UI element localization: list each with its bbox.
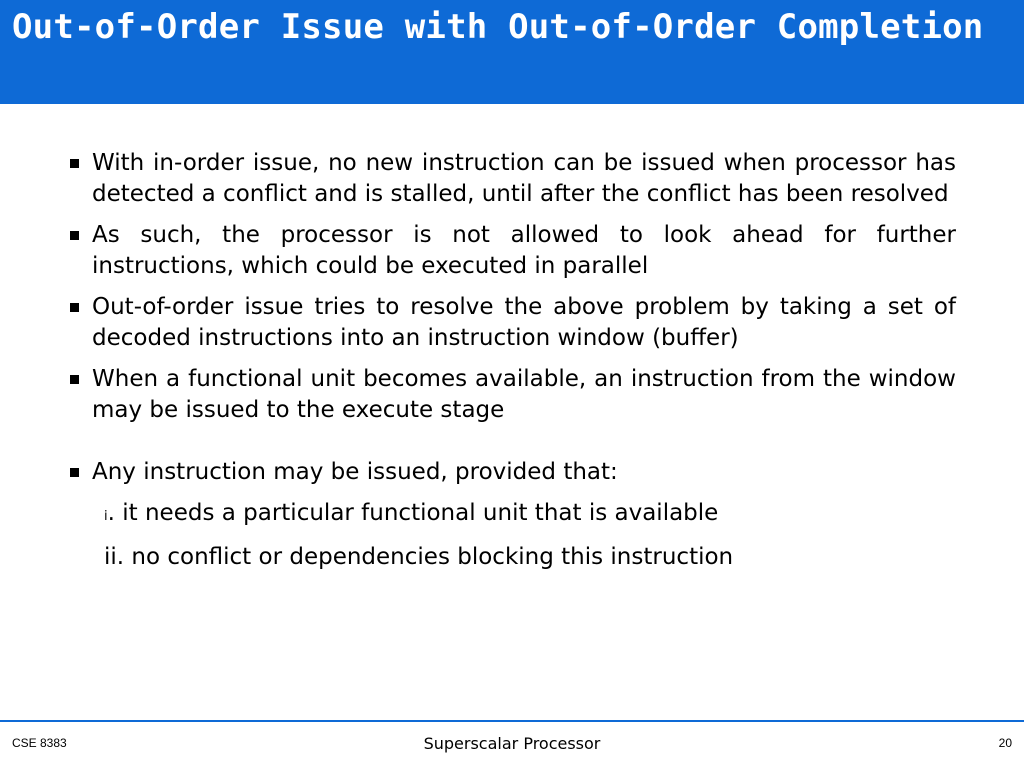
bullet-text: When a functional unit becomes available, an instruction from the window may be issued to the execute stage: [92, 366, 956, 423]
sub-list-item: [66, 498, 956, 532]
square-bullet-icon: [70, 375, 79, 384]
bullet-text: As such, the processor is not allowed to look ahead for further instructions, which could be executed in parallel: [92, 222, 956, 279]
bullet-item: [66, 220, 956, 282]
sub-item-text: . it needs a particular functional unit that is available: [107, 500, 719, 526]
bullet-text: Out-of-order issue tries to resolve the above problem by taking a set of decoded instructions into an instruction window (buffer): [92, 294, 956, 351]
bullet-text: With in-order issue, no new instruction can be issued when processor has detected a conflict and is stalled, until after the conflict has been resolved: [92, 150, 956, 207]
title-bar: [0, 0, 1024, 104]
bullet-item: [66, 292, 956, 354]
footer-topic: Superscalar Processor: [423, 734, 601, 753]
sub-item-text: . no conflict or dependencies blocking this instruction: [116, 544, 734, 570]
slide-title: Out-of-Order Issue with Out-of-Order Completion: [12, 7, 984, 47]
footer-divider: [0, 720, 1024, 722]
square-bullet-icon: [70, 303, 79, 312]
footer-course: CSE 8383: [12, 736, 67, 750]
square-bullet-icon: [70, 231, 79, 240]
slide-content: [66, 148, 956, 583]
square-bullet-icon: [70, 468, 79, 477]
bullet-item: [66, 148, 956, 210]
bullet-item: [66, 364, 956, 426]
sub-list-item: [66, 542, 956, 573]
bullet-text: Any instruction may be issued, provided that:: [92, 459, 618, 485]
bullet-item: [66, 457, 956, 488]
sub-item-number: ii: [104, 544, 117, 570]
footer-page-number: 20: [998, 736, 1012, 750]
sub-item-number: i: [104, 509, 108, 524]
square-bullet-icon: [70, 159, 79, 168]
